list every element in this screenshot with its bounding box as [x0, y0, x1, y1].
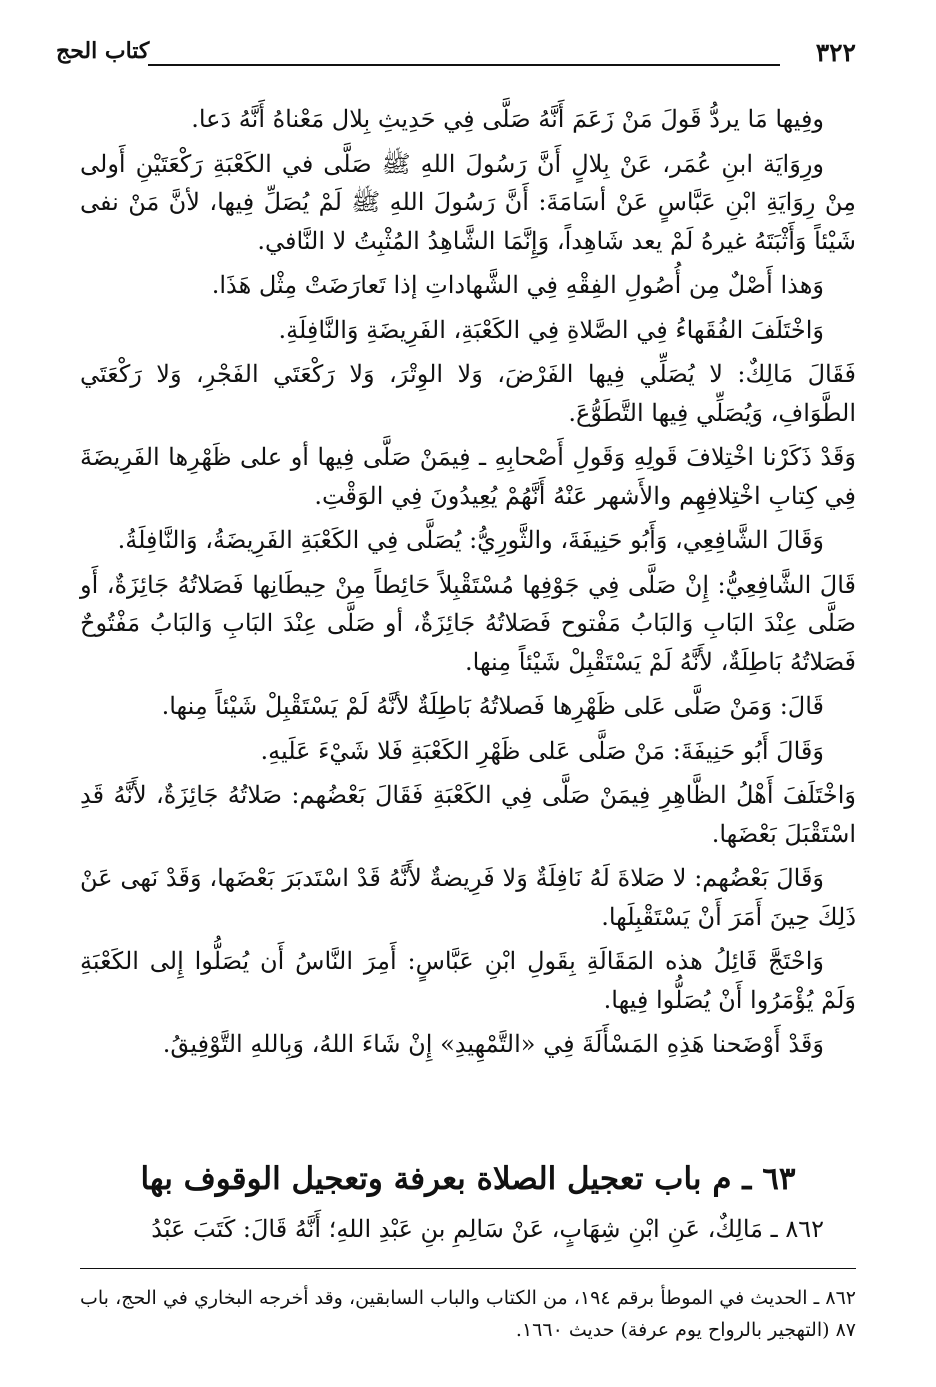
- header-rule: [148, 64, 780, 66]
- paragraph: وَاخْتَلَفَ الفُقَهاءُ فِي الصَّلاةِ فِي الكَعْبَةِ، الفَرِيضَةِ وَالنَّافِلَةِ.: [278, 315, 824, 344]
- paragraph: قَالَ: وَمَنْ صَلَّى عَلى ظَهْرِها فَصلاتُهُ بَاطِلَةٌ لأنَّهُ لَمْ يَسْتَقْبِلْ شَيْئاً مِنها.: [161, 692, 824, 720]
- paragraph: وفِيها مَا يردُّ قَولَ مَنْ زَعَمَ أَنَّهُ صَلَّى فِي حَدِيثِ بِلال مَعْناهُ أَنَّهُ دَعا.: [191, 105, 824, 133]
- paragraph: فَقَالَ مَالِكٌ: لا يُصَلِّي فِيها الفَرْضَ، وَلا الوِتْرَ، وَلا رَكْعَتَي الفَجْرِ، وَلا رَكْعَتَي الطَّوَافِ، وَيُصَلِّي فِيها التَّطَوُّعَ.: [80, 360, 856, 427]
- footnote-rule: [80, 1268, 856, 1269]
- paragraph: وَاحْتَجَّ قَائِلُ هذه المَقَالَةِ بِقَولِ ابْنِ عَبَّاسٍ: أَمِرَ النَّاسُ أَن يُصَلُّوا إِلى الكَعْبَةِ وَلَمْ يُؤْمَرُوا أَنْ يُصَلُّوا فِيها.: [80, 947, 856, 1014]
- paragraph: وَاخْتَلَفَ أَهْلُ الظَّاهِرِ فِيمَنْ صَلَّى فِي الكَعْبَةِ فَقَالَ بَعْضُهم: صَلاتُهُ جَائِزَةٌ، لأَنَّهُ قَدِ اسْتَقْبَلَ بَعْضَها.: [80, 781, 856, 848]
- book-title: كتاب الحج: [56, 38, 150, 64]
- footnote: ٨٦٢ ـ الحديث في الموطأ برقم ١٩٤، من الكتاب والباب السابقين، وقد أخرجه البخاري في الحج، باب ٨٧ (التهجير بالرواح يوم عرفة) حديث ١٦٦٠.: [80, 1287, 856, 1341]
- chapter-heading: ٦٣ ـ م باب تعجيل الصلاة بعرفة وتعجيل الوقوف بها: [140, 1161, 796, 1197]
- paragraph: وَقَدْ أَوْضَحنا هَذِهِ المَسْأَلَةَ فِي «التَّمْهِيدِ» إِنْ شَاءَ اللهُ، وَبِاللهِ التَّوْفِيقُ.: [162, 1030, 824, 1058]
- page-header: [56, 38, 856, 72]
- paragraph: وَقَالَ بَعْضُهم: لا صَلاةَ لَهُ نَافِلَةٌ وَلا فَرِيضةٌ لأَنَّهُ قَدْ اسْتَدبَرَ بَعْضَها، وَقَدْ نَهى عَنْ ذَلِكَ حِينَ أَمَرَ أَنْ يَسْتَقْبِلَها.: [80, 864, 856, 931]
- hadith-start: ٨٦٢ ـ مَالِكٌ، عَنِ ابْنِ شِهَابٍ، عَنْ سَالِمِ بنِ عَبْدِ اللهِ؛ أَنَّهُ قَالَ: كَتَبَ عَبْدُ: [151, 1215, 824, 1243]
- main-text: [80, 100, 856, 1070]
- page-number: ٣٢٢: [815, 38, 856, 67]
- paragraph: قَالَ الشَّافِعِيُّ: إِنْ صَلَّى فِي جَوْفِها مُسْتَقْبِلاً حَائِطاً مِنْ حِيطَانِها فَصَلاتُهُ جَائِزَةٌ، أَو صَلَّى عِنْدَ البَابِ وَالبَابُ مَفْتوح فَصَلاتُهُ جَائِزَةٌ، أو صَلَّى عِنْدَ البَابِ وَالبَابُ مَفْتُوحٌ فَصَلاتُهُ بَاطِلَةٌ، لأَنَّهُ لَمْ يَسْتَقْبِلْ شَيْئاً مِنها.: [80, 570, 856, 676]
- paragraph: وَهذا أَصْلٌ مِن أُصُولِ الفِقْهِ فِي الشَّهاداتِ إذا تَعارَضَتْ مِثْل هَذَا.: [211, 271, 824, 299]
- paragraph: وَقَالَ أَبُو حَنِيفَةَ: مَنْ صَلَّى عَلى ظَهْرِ الكَعْبَةِ فَلا شَيْءَ عَلَيهِ.: [260, 736, 824, 765]
- paragraph: وَقَالَ الشَّافِعِي، وَأَبُو حَنِيفَةَ، والثَّورِيُّ: يُصَلَّى فِي الكَعْبَةِ الفَرِيضَةُ، وَالنَّافِلَةُ.: [117, 526, 824, 554]
- paragraph: وَقَدْ ذَكَرْنا اخْتِلافَ قَولِهِ وَقَولِ أَصْحابِهِ ـ فِيمَنْ صَلَّى فِيها أو على ظَهْرِها الفَرِيضَةَ فِي كِتابِ اخْتِلافِهِم والأَشهر عَنْهُ أَنَّهُمْ يُعِيدُونَ فِي الوَقْتِ.: [80, 443, 856, 510]
- paragraph: ورِوَايَة ابنِ عُمَر، عَنْ بِلالٍ أَنَّ رَسُولَ اللهِ ﷺ صَلَّى في الكَعْبَةِ رَكْعَتَيْنِ أَولى مِنْ رِوَايَةِ ابْنِ عَبَّاسٍ عَنْ أسَامَةَ: أَنَّ رَسُولَ اللهِ ﷺ لَمْ يُصَلِّ فِيها، لأنَّ مَنْ نفى شَيْئاً وَأَثْبَتَهُ غيرهُ لَمْ يعد شَاهِداً، وَإِنَّمَا الشَّاهِدُ المُثْبِتُ لا النَّافي.: [80, 149, 856, 255]
